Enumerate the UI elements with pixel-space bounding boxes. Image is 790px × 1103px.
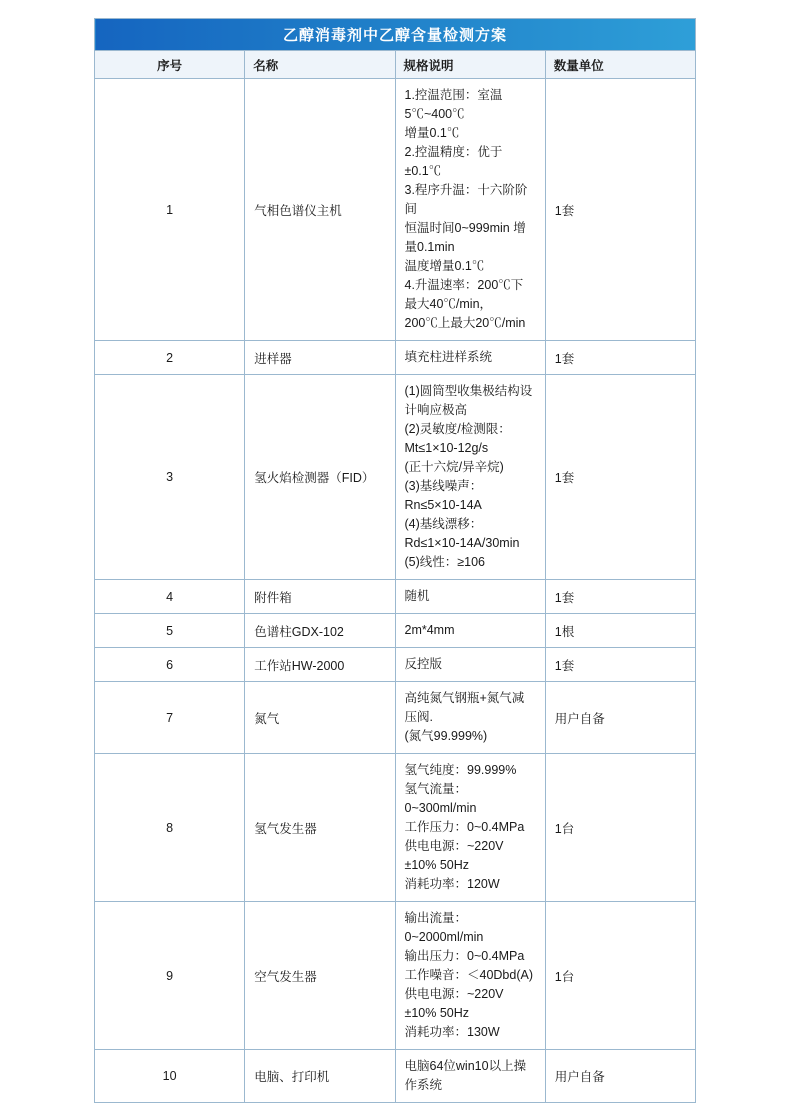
cell-unit: 1套 xyxy=(545,341,695,375)
table-row xyxy=(95,1050,696,1103)
spec-line: 工作噪音：＜40Dbd(A) xyxy=(404,968,533,982)
table-row xyxy=(95,648,696,682)
cell-name: 色谱柱GDX-102 xyxy=(245,614,395,648)
page-title: 乙醇消毒剂中乙醇含量检测方案 xyxy=(95,19,696,51)
spec-line: (4)基线漂移：Rd≤1×10-14A/30min xyxy=(404,517,520,550)
cell-index: 8 xyxy=(95,754,245,902)
cell-name: 氢气发生器 xyxy=(245,754,395,902)
table-row xyxy=(95,375,696,580)
table-row xyxy=(95,580,696,614)
cell-spec xyxy=(395,580,545,614)
spec-line: 反控版 xyxy=(404,657,443,671)
cell-spec xyxy=(395,902,545,1050)
spec-line: 氢气纯度：99.999% xyxy=(404,763,517,777)
spec-line: 2m*4mm xyxy=(404,623,455,637)
cell-spec xyxy=(395,375,545,580)
cell-index: 6 xyxy=(95,648,245,682)
cell-index: 2 xyxy=(95,341,245,375)
cell-unit: 1根 xyxy=(545,614,695,648)
cell-spec xyxy=(395,614,545,648)
cell-unit: 用户自备 xyxy=(545,682,695,754)
cell-index: 9 xyxy=(95,902,245,1050)
spec-line: 供电电源：~220V ±10% 50Hz xyxy=(404,987,507,1020)
spec-line: 供电电源：~220V ±10% 50Hz xyxy=(404,839,507,872)
spec-line: 电脑64位win10以上操作系统 xyxy=(404,1059,527,1092)
column-header-index: 序号 xyxy=(95,51,245,79)
cell-index: 1 xyxy=(95,79,245,341)
cell-unit: 1套 xyxy=(545,580,695,614)
spec-line: (氮气99.999%) xyxy=(404,729,488,743)
cell-name: 氢火焰检测器（FID） xyxy=(245,375,395,580)
spec-line: 3.程序升温：十六阶阶间 xyxy=(404,183,528,216)
table-head xyxy=(95,19,696,79)
spec-line: 输出压力：0~0.4MPa xyxy=(404,949,525,963)
spec-line: (5)线性：≥106 xyxy=(404,555,485,569)
spec-line: 消耗功率：120W xyxy=(404,877,500,891)
cell-name: 工作站HW-2000 xyxy=(245,648,395,682)
spec-line: 氢气流量：0~300ml/min xyxy=(404,782,477,815)
spec-line: (正十六烷/异辛烷) xyxy=(404,460,504,474)
cell-unit: 1套 xyxy=(545,79,695,341)
spec-line: 1.控温范围：室温 5℃~400℃ xyxy=(404,88,506,121)
column-header-spec: 规格说明 xyxy=(395,51,545,79)
spec-line: 填充柱进样系统 xyxy=(404,350,493,364)
cell-unit: 1套 xyxy=(545,648,695,682)
spec-line: (1)圆筒型收集极结构设计响应极高 xyxy=(404,384,533,417)
cell-unit: 1套 xyxy=(545,375,695,580)
spec-line: (2)灵敏度/检测限：Mt≤1×10-12g/s xyxy=(404,422,511,455)
table-row xyxy=(95,682,696,754)
cell-index: 10 xyxy=(95,1050,245,1103)
cell-index: 3 xyxy=(95,375,245,580)
table-body xyxy=(95,79,696,1103)
spec-line: 输出流量：0~2000ml/min xyxy=(404,911,484,944)
cell-unit: 1台 xyxy=(545,754,695,902)
specification-table xyxy=(94,18,696,1103)
cell-index: 4 xyxy=(95,580,245,614)
column-header-name: 名称 xyxy=(245,51,395,79)
cell-spec xyxy=(395,79,545,341)
table-row xyxy=(95,754,696,902)
column-header-unit: 数量单位 xyxy=(545,51,695,79)
table-row xyxy=(95,902,696,1050)
cell-spec xyxy=(395,754,545,902)
table-row xyxy=(95,79,696,341)
cell-unit: 用户自备 xyxy=(545,1050,695,1103)
cell-spec xyxy=(395,341,545,375)
spec-line: (3)基线噪声：Rn≤5×10-14A xyxy=(404,479,483,512)
cell-name: 电脑、打印机 xyxy=(245,1050,395,1103)
cell-index: 7 xyxy=(95,682,245,754)
cell-unit: 1台 xyxy=(545,902,695,1050)
spec-line: 2.控温精度：优于±0.1℃ xyxy=(404,145,503,178)
spec-line: 温度增量0.1℃ xyxy=(404,259,485,273)
spec-line: 200℃上最大20℃/min xyxy=(404,316,526,330)
cell-name: 氮气 xyxy=(245,682,395,754)
cell-index: 5 xyxy=(95,614,245,648)
table-row xyxy=(95,341,696,375)
spec-line: 4.升温速率：200℃下最大40℃/min， xyxy=(404,278,524,311)
cell-name: 进样器 xyxy=(245,341,395,375)
spec-line: 高纯氮气钢瓶+氮气减压阀. xyxy=(404,691,525,724)
cell-name: 空气发生器 xyxy=(245,902,395,1050)
title-row xyxy=(95,19,696,51)
cell-spec xyxy=(395,682,545,754)
spec-line: 恒温时间0~999min 增量0.1min xyxy=(404,221,526,254)
cell-spec xyxy=(395,1050,545,1103)
cell-spec xyxy=(395,648,545,682)
spec-line: 工作压力：0~0.4MPa xyxy=(404,820,525,834)
table-row xyxy=(95,614,696,648)
spec-line: 消耗功率：130W xyxy=(404,1025,500,1039)
column-header-row xyxy=(95,51,696,79)
spec-line: 随机 xyxy=(404,589,430,603)
spec-line: 增量0.1℃ xyxy=(404,126,460,140)
cell-name: 附件箱 xyxy=(245,580,395,614)
cell-name: 气相色谱仪主机 xyxy=(245,79,395,341)
